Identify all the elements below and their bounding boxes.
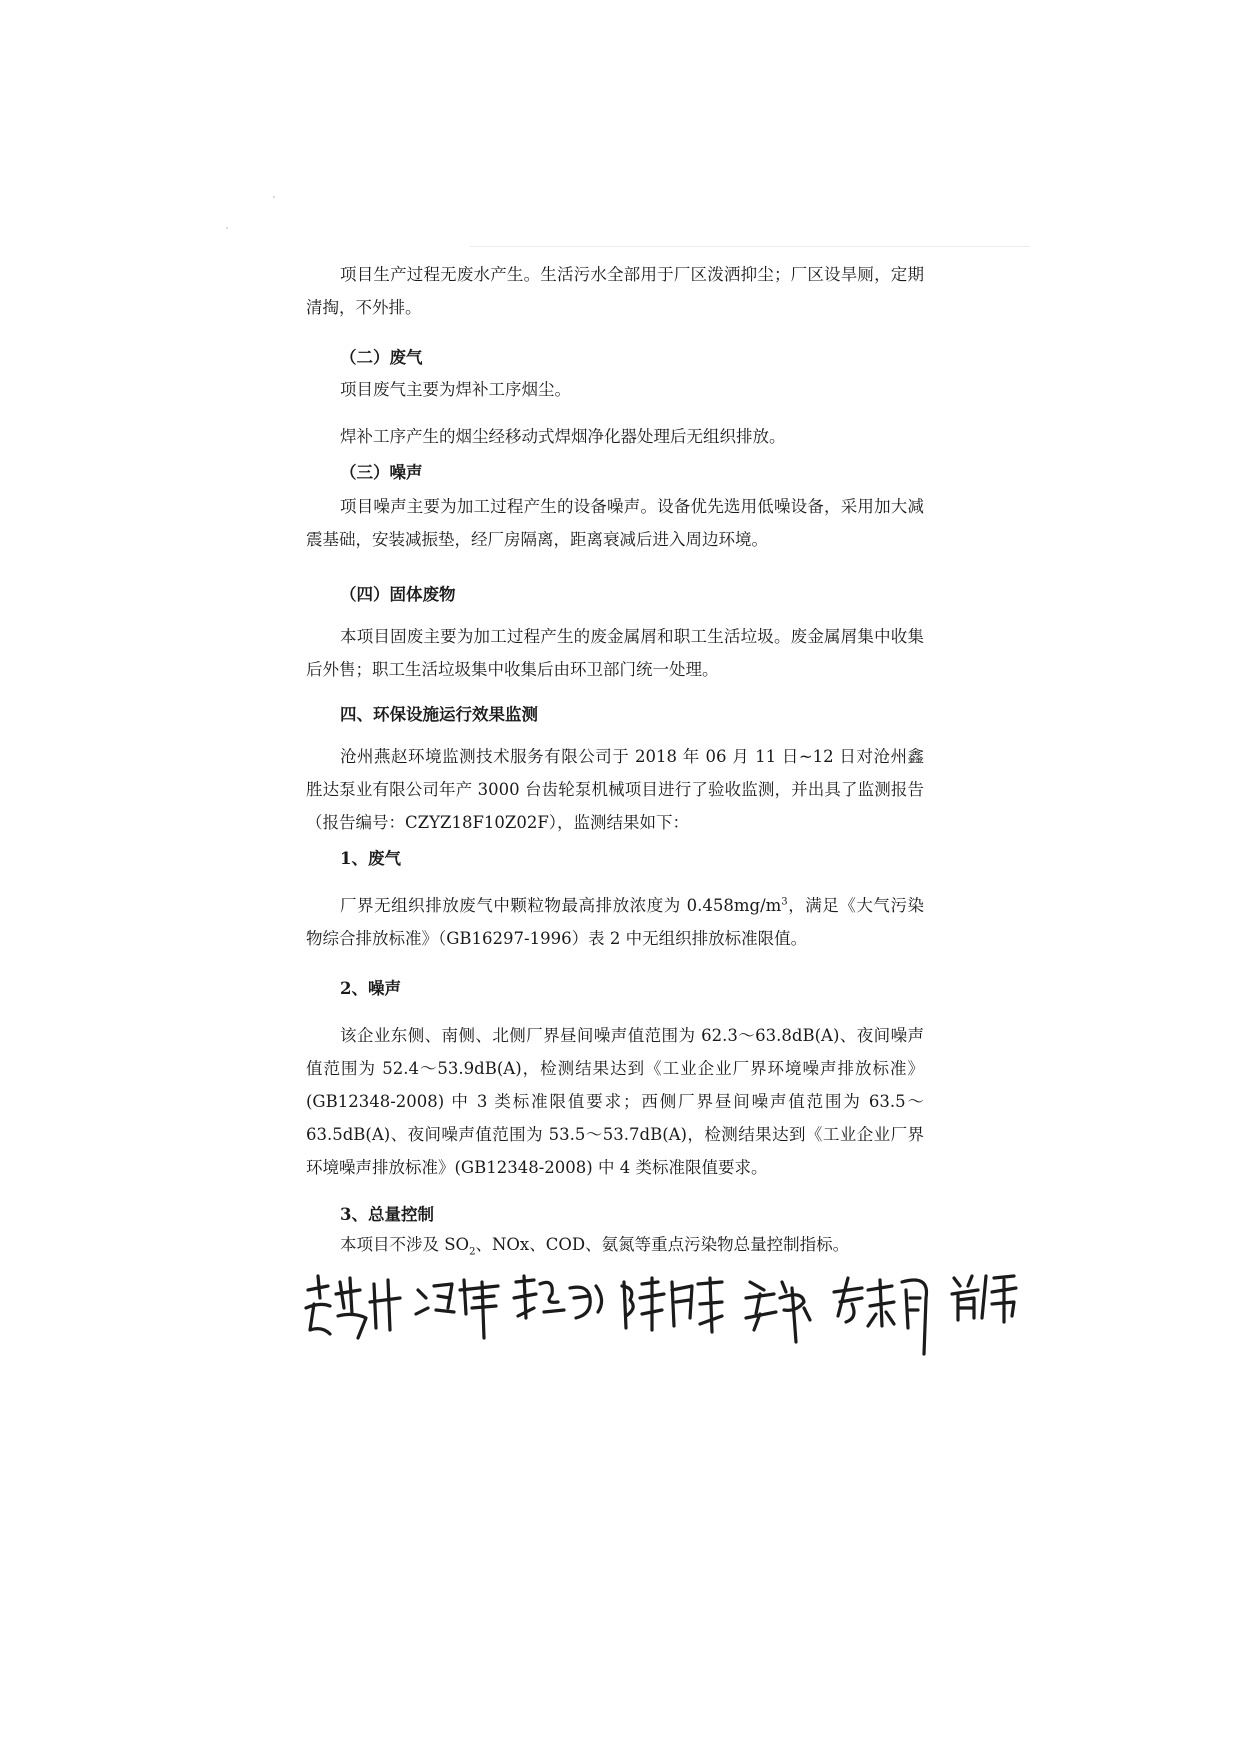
monitoring-heading: 四、环保设施运行效果监测 <box>340 705 538 724</box>
result-gas-heading: 1、废气 <box>340 849 401 868</box>
result-gas-text-b: ，满足《大气污染物综合排放标准》（GB16297-1996）表 2 中无组织排放标准限值。 <box>306 896 924 948</box>
monitoring-paragraph: 沧州燕赵环境监测技术服务有限公司于 2018 年 06 月 11 日~12 日对沧州鑫胜达泵业有限公司年产 3000 台齿轮泵机械项目进行了验收监测，并出具了监测报告（报告编号：CZYZ18F10Z02F），监测结果如下： <box>306 747 924 832</box>
signature-4 <box>618 1268 728 1348</box>
gas-paragraph-1: 项目废气主要为焊补工序烟尘。 <box>340 380 571 399</box>
gas-paragraph-2: 焊补工序产生的烟尘经移动式焊烟净化器处理后无组织排放。 <box>340 427 786 446</box>
scan-speck <box>226 227 228 229</box>
total-control-text-b: 、NOx、COD、氨氮等重点污染物总量控制指标。 <box>475 1235 850 1254</box>
water-paragraph: 项目生产过程无废水产生。生活污水全部用于厂区泼洒抑尘；厂区设旱厕，定期清掏，不外排。 <box>306 265 924 317</box>
signature-row <box>300 1268 1020 1360</box>
signature-7 <box>948 1268 1020 1338</box>
superscript-3: 3 <box>781 896 788 908</box>
subscript-2: 2 <box>469 1246 476 1258</box>
solid-waste-heading: （四）固体废物 <box>340 585 456 604</box>
result-noise-heading: 2、噪声 <box>340 979 401 998</box>
noise-paragraph: 项目噪声主要为加工过程产生的设备噪声。设备优先选用低噪设备，采用加大减震基础，安装减振垫，经厂房隔离，距离衰减后进入周边环境。 <box>306 497 924 549</box>
result-gas-text-a: 厂界无组织排放废气中颗粒物最高排放浓度为 0.458mg/m <box>340 896 782 915</box>
signature-3 <box>510 1268 610 1348</box>
scan-speck <box>273 196 275 198</box>
signature-1 <box>300 1268 410 1348</box>
solid-waste-paragraph: 本项目固废主要为加工过程产生的废金属屑和职工生活垃圾。废金属屑集中收集后外售；职工生活垃圾集中收集后由环卫部门统一处理。 <box>306 627 924 679</box>
signature-2 <box>412 1268 504 1348</box>
gas-heading: （二）废气 <box>340 348 423 367</box>
signature-5 <box>740 1268 820 1348</box>
scan-artifact-line <box>470 246 1030 247</box>
total-control-text-a: 本项目不涉及 SO <box>340 1235 470 1254</box>
result-noise-paragraph: 该企业东侧、南侧、北侧厂界昼间噪声值范围为 62.3～63.8dB(A)、夜间噪声值范围为 52.4～53.9dB(A)，检测结果达到《工业企业厂界环境噪声排放标准》(GB12348-2008) 中 3 类标准限值要求；西侧厂界昼间噪声值范围为 63.5～63.5dB(A)、夜间噪声值范围为 53.5～53.7dB(A)，检测结果达到《工业企业厂界环境噪声排放标准》(GB12348-2008) 中 4 类标准限值要求。 <box>306 1026 924 1177</box>
signature-6 <box>828 1268 938 1358</box>
noise-heading: （三）噪声 <box>340 463 423 482</box>
total-control-heading: 3、总量控制 <box>340 1205 434 1224</box>
result-gas-paragraph <box>306 889 924 955</box>
total-control-paragraph <box>306 1228 924 1261</box>
